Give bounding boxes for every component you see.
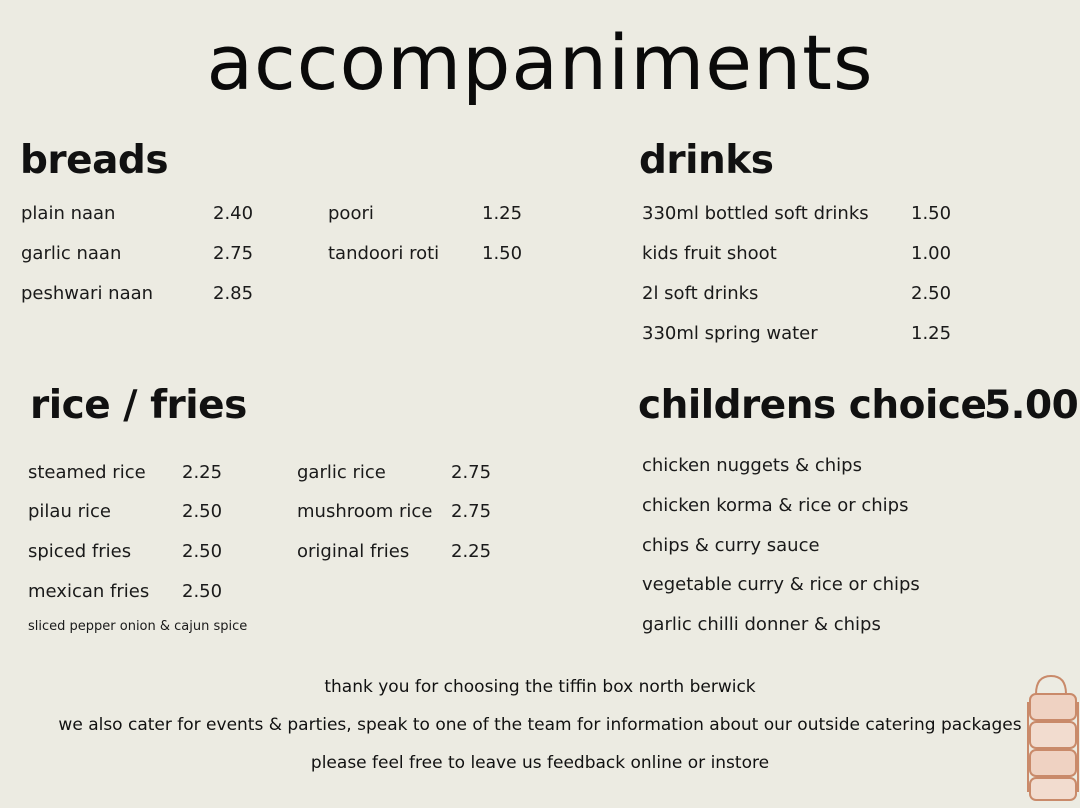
drink-item-name: 330ml bottled soft drinks — [642, 203, 869, 224]
rice-item-price: 2.25 — [182, 462, 223, 483]
rice-item-name: pilau rice — [28, 501, 111, 522]
bread-item-name: poori — [328, 203, 374, 224]
bread-item-name: peshwari naan — [21, 283, 154, 304]
page-title: accompaniments — [206, 18, 874, 107]
drink-item-name: 330ml spring water — [642, 323, 818, 344]
bread-item-name: tandoori roti — [328, 243, 440, 264]
rice-item-price: 2.75 — [451, 501, 492, 522]
rice-item-name: mushroom rice — [297, 501, 433, 522]
drink-item-price: 1.50 — [911, 203, 952, 224]
childrens-item: chicken korma & rice or chips — [642, 495, 909, 516]
rice-item-name: spiced fries — [28, 541, 132, 562]
bread-item-name: plain naan — [21, 203, 116, 224]
tiffin-box-icon — [1022, 672, 1080, 802]
childrens-item: chips & curry sauce — [642, 535, 820, 556]
rice-item-price: 2.50 — [182, 501, 223, 522]
bread-item-price: 1.25 — [482, 203, 523, 224]
rice-item-name: steamed rice — [28, 462, 146, 483]
bread-item-price: 2.85 — [213, 283, 254, 304]
childrens-item: vegetable curry & rice or chips — [642, 574, 920, 595]
drink-item-name: kids fruit shoot — [642, 243, 777, 264]
footer-catering: we also cater for events & parties, speak to one of the team for information about our outside catering packages — [58, 715, 1022, 735]
footer-thanks: thank you for choosing the tiffin box north berwick — [324, 677, 756, 697]
childrens-choice-heading: childrens choice — [638, 383, 987, 428]
rice-item-price: 2.25 — [451, 541, 492, 562]
drinks-heading: drinks — [639, 138, 774, 183]
rice-item-name: garlic rice — [297, 462, 386, 483]
mexican-fries-note: sliced pepper onion & cajun spice — [28, 619, 248, 634]
rice-item-name: mexican fries — [28, 581, 150, 602]
childrens-item: chicken nuggets & chips — [642, 455, 862, 476]
bread-item-price: 2.75 — [213, 243, 254, 264]
drink-item-price: 1.00 — [911, 243, 952, 264]
childrens-item: garlic chilli donner & chips — [642, 614, 881, 635]
rice-item-name: original fries — [297, 541, 410, 562]
rice-item-price: 2.50 — [182, 541, 223, 562]
bread-item-price: 1.50 — [482, 243, 523, 264]
childrens-choice-price: 5.00 — [984, 383, 1079, 428]
drink-item-price: 1.25 — [911, 323, 952, 344]
breads-heading: breads — [20, 138, 169, 183]
drink-item-price: 2.50 — [911, 283, 952, 304]
bread-item-name: garlic naan — [21, 243, 122, 264]
bread-item-price: 2.40 — [213, 203, 254, 224]
rice-item-price: 2.50 — [182, 581, 223, 602]
drink-item-name: 2l soft drinks — [642, 283, 759, 304]
rice-item-price: 2.75 — [451, 462, 492, 483]
rice-fries-heading: rice / fries — [30, 383, 247, 428]
footer-feedback: please feel free to leave us feedback online or instore — [310, 753, 770, 773]
